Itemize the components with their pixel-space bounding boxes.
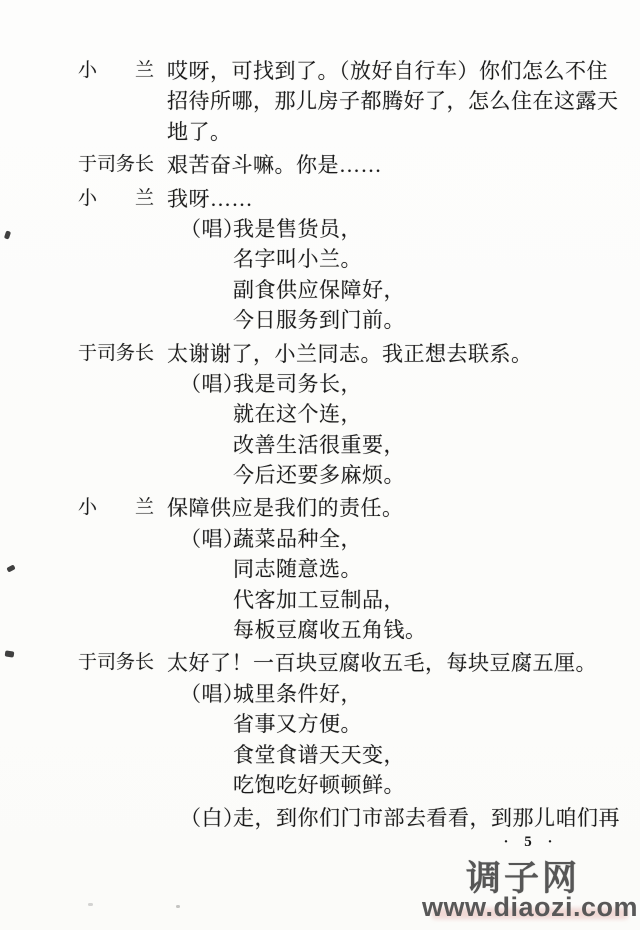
script-line (0, 184, 640, 214)
speaker-name: 小兰 (78, 60, 154, 81)
line-text: 副食供应保障好， (233, 277, 405, 302)
line-text: 蔬菜品种全， (233, 526, 362, 551)
script-line (0, 117, 640, 147)
script-line (0, 803, 640, 833)
dust-speck (176, 905, 180, 908)
script-line (0, 679, 640, 709)
script-line (0, 86, 640, 116)
stage-direction-label: （唱） (180, 526, 245, 551)
line-text: 代客加工豆制品， (233, 587, 405, 612)
line-text: 太谢谢了，小兰同志。我正想去联系。 (167, 341, 533, 366)
script-line (0, 369, 640, 399)
line-text: 招待所哪，那儿房子都腾好了，怎么住在这露天 (167, 89, 619, 114)
line-text: 太好了！一百块豆腐收五毛，每块豆腐五厘。 (167, 651, 597, 676)
speaker-name: 小兰 (78, 497, 154, 519)
line-text: 改善生活很重要， (233, 432, 405, 457)
ink-speck (5, 650, 15, 657)
line-text: 名字叫小兰。 (233, 247, 362, 272)
speaker-name: 于司务长 (78, 652, 155, 674)
script-line (0, 305, 640, 335)
line-text: 每板豆腐收五角钱。 (233, 618, 427, 643)
script-line (0, 709, 640, 739)
stage-direction-label: （唱） (180, 371, 245, 396)
script-line (0, 615, 640, 645)
script-line (0, 214, 640, 244)
line-text: 艰苦奋斗嘛。你是…… (167, 153, 382, 178)
watermark-site-url: www.diaozi.com (422, 892, 639, 922)
line-text: 我呀…… (167, 186, 253, 211)
script-line (0, 770, 640, 800)
line-text: 就在这个连， (233, 402, 362, 427)
watermark-site-name: 调子网 (466, 859, 581, 898)
script-line (0, 56, 640, 86)
script-body (0, 52, 640, 834)
dust-speck (88, 903, 93, 906)
speaker-name: 于司务长 (78, 342, 155, 364)
script-line (0, 554, 640, 584)
line-text: 省事又方便。 (233, 712, 362, 737)
line-text: 同志随意选。 (233, 557, 362, 582)
line-text: 我是售货员， (233, 216, 362, 241)
line-text: 保障供应是我们的责任。 (167, 496, 404, 521)
script-line (0, 524, 640, 554)
script-line (0, 430, 640, 460)
line-text: 食堂食谱天天变， (233, 742, 405, 767)
page-number: · 5 · (503, 834, 559, 850)
stage-direction-label: （唱） (180, 681, 245, 706)
script-line (0, 150, 640, 180)
line-text: 哎呀，可找到了。（放好自行车）你们怎么不住 (167, 59, 608, 83)
line-text: 走，到你们门市部去看看，到那儿咱们再 (233, 806, 620, 831)
script-line (0, 648, 640, 678)
stage-direction-label: （白） (180, 806, 245, 831)
script-line (0, 585, 640, 615)
script-line (0, 399, 640, 429)
line-text: 城里条件好， (233, 681, 362, 706)
line-text: 地了。 (167, 119, 232, 144)
script-line (0, 460, 640, 490)
script-line (0, 493, 640, 523)
line-text: 今后还要多麻烦。 (233, 463, 405, 488)
stage-direction-label: （唱） (180, 216, 245, 241)
line-text: 我是司务长， (233, 371, 362, 396)
script-line (0, 339, 640, 369)
speaker-name: 于司务长 (78, 154, 155, 176)
line-text: 吃饱吃好顿顿鲜。 (233, 772, 405, 797)
script-line (0, 244, 640, 274)
line-text: 今日服务到门前。 (233, 308, 405, 333)
script-line (0, 740, 640, 770)
speaker-name: 小兰 (78, 187, 154, 209)
script-line (0, 275, 640, 305)
